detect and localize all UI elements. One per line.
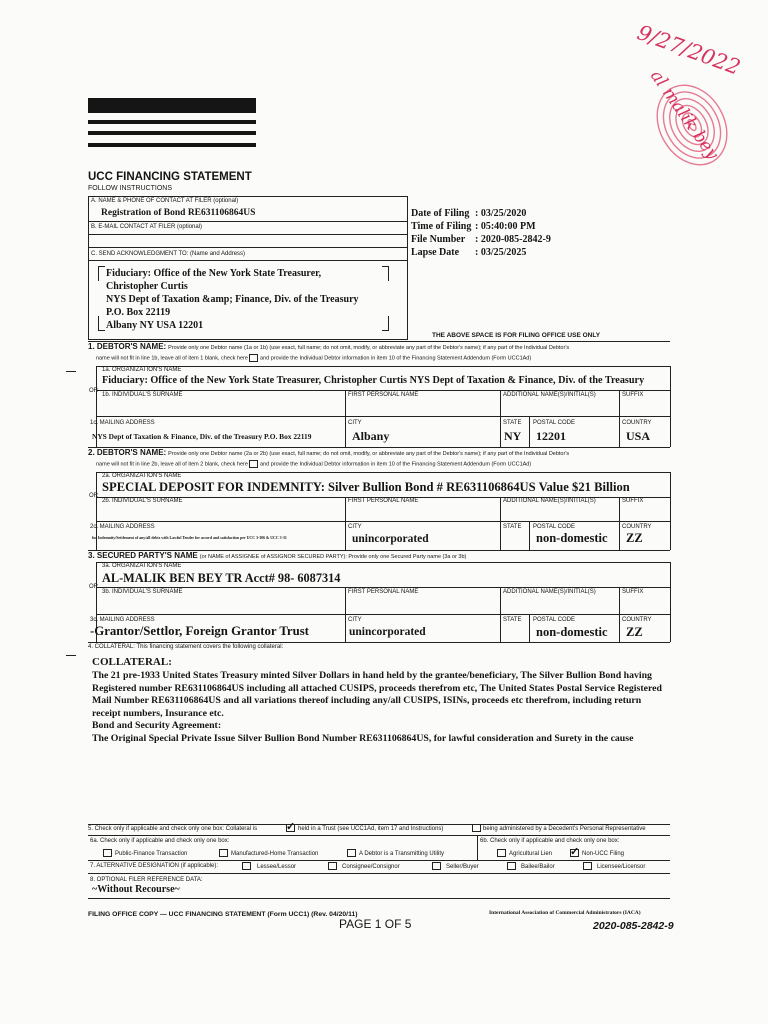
secured-city-value: unincorporated: [349, 626, 426, 638]
secured-first-label: FIRST PERSONAL NAME: [348, 589, 419, 595]
lessee-checkbox[interactable]: [242, 862, 251, 870]
collateral-body: The 21 pre-1933 United States Treasury minted Silver Dollars in hand held by the grantee/beneficiary, The Silver Bullion Bond having Registered number RE631106864US including all attached CUSIPS, proceeds therefrom etc, The United States Postal Service Registered Mail Number RE631106864US and all variations thereof including any/all CUSIPS, ISINs, proceeds etc therefrom, including return receipt numbers, Insurance etc.: [92, 670, 662, 719]
office-use-note: THE ABOVE SPACE IS FOR FILING OFFICE USE ONLY: [432, 332, 601, 339]
email-label: B. E-MAIL CONTACT AT FILER (optional): [91, 224, 203, 230]
contact-value: Registration of Bond RE631106864US: [101, 208, 256, 218]
lapse-date-value: : 03/25/2025: [475, 247, 527, 258]
debtor2-postal-value: non-domestic: [536, 531, 608, 545]
ack-line: Albany NY USA 12201: [106, 320, 204, 331]
secured-postal-label: POSTAL CODE: [533, 617, 576, 623]
debtor1-instructions: Provide only one Debtor name (1a or 1b) (use exact, full name; do not omit, modify, or abbreviate any part of the Debtor's name); if any part of the Individual Debtor's: [168, 345, 570, 351]
page-indicator: PAGE 1 OF 5: [339, 917, 412, 931]
seller-checkbox[interactable]: [432, 862, 441, 870]
secured-mail-label: 3c. MAILING ADDRESS: [90, 617, 155, 623]
debtor2-instructions: Provide only one Debtor name (2a or 2b) (use exact, full name; do not omit, modify, or abbreviate any part of the Debtor's name); if any part of the Individual Debtor's: [168, 451, 570, 457]
secured-org-value: AL-MALIK BEN BEY TR Acct# 98- 6087314: [102, 571, 341, 585]
debtor1-suffix-label: SUFFIX: [622, 392, 644, 398]
item5-decedent-text: being administered by a Decedent's Personal Representative: [483, 826, 646, 832]
decedent-checkbox[interactable]: [472, 824, 481, 832]
secured-title: 3. SECURED PARTY'S NAME: [88, 551, 198, 560]
debtor2-surname-label: 2b. INDIVIDUAL'S SURNAME: [102, 498, 183, 504]
secured-org-label: 3a. ORGANIZATION'S NAME: [102, 563, 182, 569]
debtor1-mail-value: NYS Dept of Taxation & Finance, Div. of the Treasury P.O. Box 22119: [92, 432, 312, 441]
trust-check-mark: ✓: [286, 821, 296, 833]
item8-label: 8. OPTIONAL FILER REFERENCE DATA:: [90, 877, 203, 883]
debtor1-mail-label: 1c. MAILING ADDRESS: [90, 420, 155, 426]
licensee-checkbox[interactable]: [583, 862, 592, 870]
debtor2-org-value: SPECIAL DEPOSIT FOR INDEMNITY: Silver Bullion Bond # RE631106864US Value $21 Billion: [102, 480, 630, 494]
ack-line: NYS Dept of Taxation &amp; Finance, Div. of the Treasury: [106, 294, 359, 305]
debtor2-title: 2. DEBTOR'S NAME:: [88, 448, 167, 457]
seller-label: Seller/Buyer: [446, 864, 479, 870]
debtor2-checkbox[interactable]: [249, 460, 258, 468]
debtor2-instr-a: name will not fit in line 2b, leave all of item 2 blank, check here: [96, 461, 248, 468]
bond-heading: Bond and Security Agreement:: [92, 720, 222, 731]
debtor1-surname-label: 1b. INDIVIDUAL'S SURNAME: [102, 392, 183, 398]
debtor1-instr-a: name will not fit in line 1b, leave all of item 1 blank, check here: [96, 355, 248, 362]
lapse-date-label: Lapse Date: [411, 247, 460, 258]
debtor2-suffix-label: SUFFIX: [622, 498, 644, 504]
debtor1-org-value: Fiduciary: Office of the New York State Treasurer, Christopher Curtis NYS Dept of Taxation & Finance, Div. of the Treasury: [102, 375, 645, 386]
file-number-value: : 2020-085-2842-9: [475, 234, 551, 245]
item5-text: 5. Check only if applicable and check only one box: Collateral is: [88, 826, 258, 832]
ack-line: Fiduciary: Office of the New York State Treasurer,: [106, 268, 322, 279]
debtor1-or: OR: [89, 388, 98, 394]
debtor1-instructions-line2: [96, 354, 531, 362]
item6b-text: 6b. Check only if applicable and check only one box:: [480, 838, 620, 844]
secured-add-label: ADDITIONAL NAME(S)/INITIAL(S): [503, 589, 596, 595]
filing-date-label: Date of Filing: [411, 208, 470, 219]
debtor2-postal-label: POSTAL CODE: [533, 524, 576, 530]
non-ucc-check-mark: ✓: [570, 846, 580, 858]
debtor2-org-label: 2a. ORGANIZATION'S NAME: [102, 473, 182, 479]
manufactured-home-checkbox[interactable]: [219, 849, 228, 857]
transmitting-utility-checkbox[interactable]: [347, 849, 356, 857]
agricultural-lien-label: Agricultural Lien: [509, 851, 553, 857]
transmitting-utility-label: A Debtor is a Transmitting Utility: [359, 851, 445, 857]
debtor1-state-label: STATE: [503, 420, 522, 426]
form-subtitle: FOLLOW INSTRUCTIONS: [88, 185, 173, 192]
debtor1-country-label: COUNTRY: [622, 420, 652, 426]
collateral-heading: COLLATERAL:: [92, 656, 172, 668]
debtor1-instr-b: and provide the Individual Debtor information in item 10 of the Financing Statement Addendum (Form UCC1Ad): [260, 355, 532, 362]
non-ucc-label: Non-UCC Filing: [582, 851, 625, 857]
debtor1-country-value: USA: [626, 429, 651, 443]
redaction-bar: [88, 143, 256, 147]
item8-value: ~Without Recourse~: [92, 884, 180, 895]
public-finance-label: Public-Finance Transaction: [115, 851, 188, 857]
form-title: UCC FINANCING STATEMENT: [88, 171, 252, 183]
footer-association: International Association of Commercial Administrators (IACA): [489, 910, 641, 916]
bailee-checkbox[interactable]: [507, 862, 516, 870]
secured-country-label: COUNTRY: [622, 617, 652, 623]
secured-instructions: (or NAME of ASSIGNEE of ASSIGNOR SECURED PARTY): Provide only one Secured Party name (3a or 3b): [199, 554, 467, 560]
redaction-bar: [88, 98, 256, 113]
debtor1-first-label: FIRST PERSONAL NAME: [348, 392, 419, 398]
contact-label: A. NAME & PHONE OF CONTACT AT FILER (optional): [91, 198, 239, 204]
debtor2-city-value: unincorporated: [352, 533, 429, 545]
debtor2-country-value: ZZ: [626, 531, 643, 545]
debtor2-instructions-line2: [96, 460, 531, 468]
secured-country-value: ZZ: [626, 625, 643, 639]
file-number-label: File Number: [411, 234, 466, 245]
debtor1-city-value: Albany: [352, 429, 390, 443]
filing-time-value: : 05:40:00 PM: [475, 221, 536, 232]
redaction-bar: [88, 120, 256, 124]
debtor2-or: OR: [89, 493, 98, 499]
secured-surname-label: 3b. INDIVIDUAL'S SURNAME: [102, 589, 183, 595]
debtor1-org-label: 1a. ORGANIZATION'S NAME: [102, 367, 182, 373]
collateral-label: 4. COLLATERAL: This financing statement covers the following collateral:: [88, 644, 284, 650]
bailee-label: Bailee/Bailor: [521, 864, 555, 870]
debtor1-state-value: NY: [504, 429, 522, 443]
secured-mail-value: -Grantor/Settlor, Foreign Grantor Trust: [90, 624, 309, 638]
licensee-label: Licensee/Licensor: [597, 864, 646, 870]
secured-suffix-label: SUFFIX: [622, 589, 644, 595]
item7-text: 7. ALTERNATIVE DESIGNATION (if applicable):: [90, 863, 219, 869]
stamp-date: 9/27/2022: [634, 20, 744, 80]
ack-line: P.O. Box 22119: [106, 307, 171, 318]
debtor1-postal-label: POSTAL CODE: [533, 420, 576, 426]
secured-or: OR: [89, 584, 98, 590]
debtor1-add-label: ADDITIONAL NAME(S)/INITIAL(S): [503, 392, 596, 398]
debtor2-city-label: CITY: [348, 524, 362, 530]
stamp-signature: al malik bey: [646, 66, 723, 164]
handwritten-stamp: [610, 20, 760, 200]
secured-postal-value: non-domestic: [536, 625, 608, 639]
filing-date-value: : 03/25/2020: [475, 208, 527, 219]
consignee-checkbox[interactable]: [328, 862, 337, 870]
debtor2-instr-b: and provide the Individual Debtor information in item 10 of the Financing Statement Addendum (Form UCC1Ad): [260, 461, 532, 468]
footer-form-id: FILING OFFICE COPY — UCC FINANCING STATEMENT (Form UCC1) (Rev. 04/20/11): [88, 911, 358, 918]
debtor2-state-label: STATE: [503, 524, 522, 530]
debtor1-city-label: CITY: [348, 420, 362, 426]
footer-file-number: 2020-085-2842-9: [593, 920, 674, 932]
filing-time-label: Time of Filing: [411, 221, 472, 232]
agricultural-lien-checkbox[interactable]: [497, 849, 506, 857]
margin-mark: [66, 655, 76, 656]
debtor1-title: 1. DEBTOR'S NAME:: [88, 342, 167, 351]
public-finance-checkbox[interactable]: [103, 849, 112, 857]
acknowledgment-label: C. SEND ACKNOWLEDGMENT TO: (Name and Address): [91, 251, 246, 257]
lessee-label: Lessee/Lessor: [257, 864, 297, 870]
secured-state-label: STATE: [503, 617, 522, 623]
item5-trust-text: held in a Trust (see UCC1Ad, item 17 and Instructions): [298, 826, 444, 832]
secured-city-label: CITY: [348, 617, 362, 623]
manufactured-home-label: Manufactured-Home Transaction: [231, 851, 319, 857]
item6a-text: 6a. Check only if applicable and check only one box:: [90, 838, 230, 844]
debtor2-mail-value: for Indemnity/Settlement of any/all debts with Lawful Tender for accord and satisfaction per UCC 3-306 & UCC 3-31: [92, 536, 287, 540]
debtor2-first-label: FIRST PERSONAL NAME: [348, 498, 419, 504]
bond-body: The Original Special Private Issue Silver Bullion Bond Number RE631106864US, for lawful consideration and Surety in the cause: [92, 733, 634, 744]
ack-line: Christopher Curtis: [106, 281, 188, 292]
consignee-label: Consignee/Consignor: [342, 864, 400, 870]
debtor1-header: [88, 343, 668, 352]
debtor1-postal-value: 12201: [536, 429, 566, 443]
margin-mark: [66, 371, 76, 372]
debtor2-header: [88, 449, 668, 458]
debtor2-country-label: COUNTRY: [622, 524, 652, 530]
redaction-bar: [88, 131, 256, 135]
debtor2-mail-label: 2c. MAILING ADDRESS: [90, 524, 155, 530]
secured-header: [88, 552, 466, 561]
debtor2-add-label: ADDITIONAL NAME(S)/INITIAL(S): [503, 498, 596, 504]
debtor1-checkbox[interactable]: [249, 354, 258, 362]
